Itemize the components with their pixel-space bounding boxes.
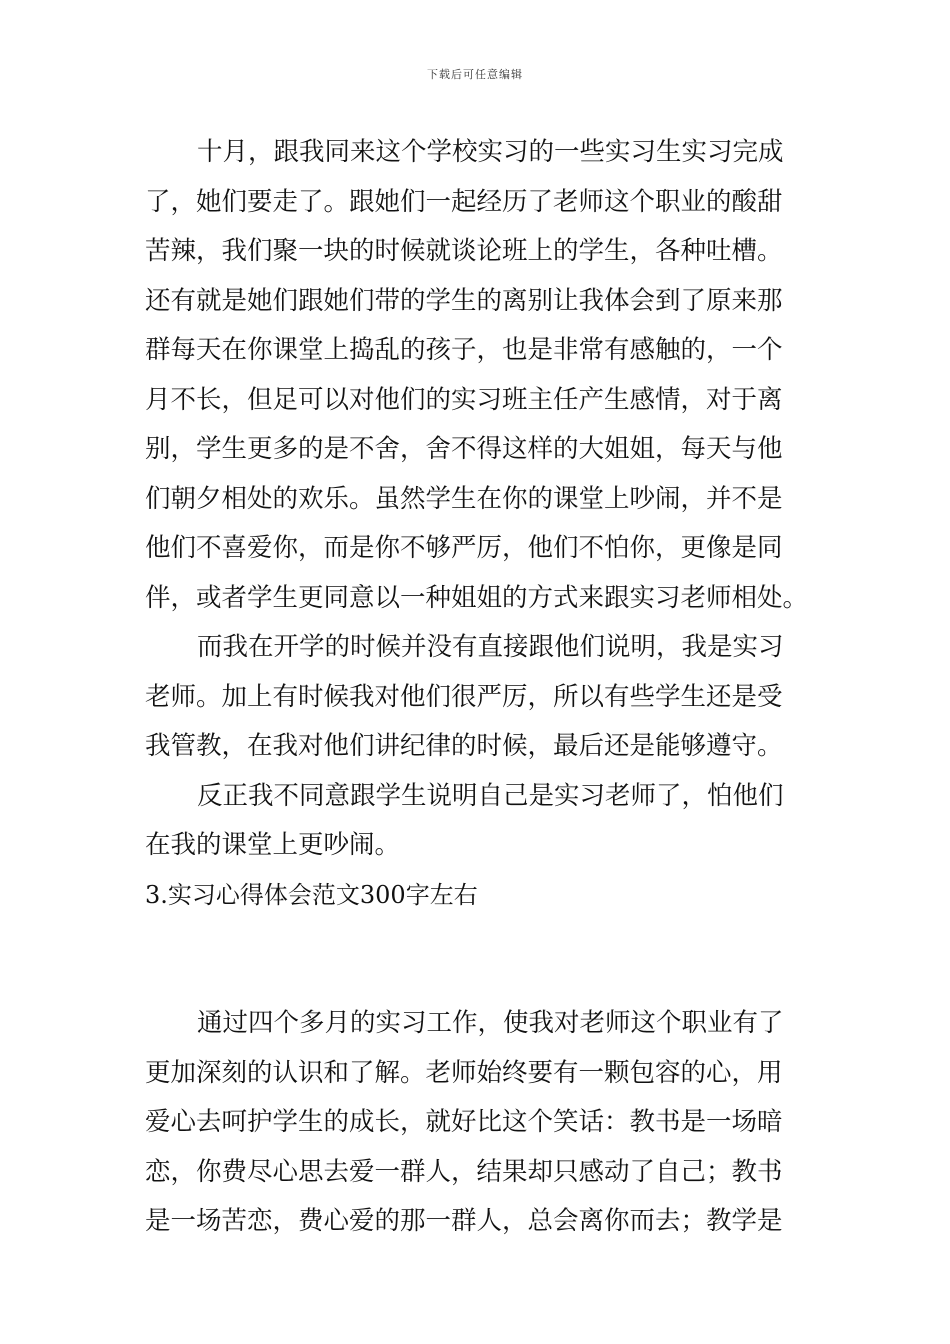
paragraph-line: 通过四个多月的实习工作，使我对老师这个职业有了: [197, 1008, 784, 1038]
paragraph-3: [145, 772, 810, 871]
section-heading: 3.实习心得体会范文300字左右: [145, 880, 478, 909]
paragraph-line: 还有就是她们跟她们带的学生的离别让我体会到了原来那: [145, 285, 783, 316]
paragraph-line: 十月，跟我同来这个学校实习的一些实习生实习完成: [197, 137, 784, 167]
page-header: 下载后可任意编辑: [427, 68, 523, 81]
paragraph-line: 他们不喜爱你，而是你不够严厉，他们不怕你，更像是同: [145, 533, 783, 563]
paragraph-line: 恋，你费尽心思去爱一群人，结果却只感动了自己；教书: [145, 1156, 783, 1187]
paragraph-line: 月不长，但足可以对他们的实习班主任产生感情，对于离: [145, 384, 783, 415]
paragraph-line: 群每天在你课堂上捣乱的孩子，也是非常有感触的，一个: [145, 335, 783, 365]
paragraph-line: 我管教，在我对他们讲纪律的时候，最后还是能够遵守。: [145, 731, 783, 761]
paragraph-line: 别，学生更多的是不舍，舍不得这样的大姐姐，每天与他: [145, 434, 783, 464]
paragraph-line: 更加深刻的认识和了解。老师始终要有一颗包容的心，用: [145, 1057, 783, 1088]
document-body: [145, 128, 810, 1247]
paragraph-line: 老师。加上有时候我对他们很严厉，所以有些学生还是受: [145, 681, 783, 712]
paragraph-1: [145, 128, 810, 623]
paragraph-line: 伴，或者学生更同意以一种姐姐的方式来跟实习老师相处。: [145, 582, 809, 613]
paragraph-line: 是一场苦恋，费心爱的那一群人，总会离你而去；教学是: [145, 1206, 783, 1236]
paragraph-line: 了，她们要走了。跟她们一起经历了老师这个职业的酸甜: [145, 186, 783, 217]
paragraph-line: 爱心去呵护学生的成长，就好比这个笑话：教书是一场暗: [145, 1107, 783, 1137]
paragraph-line: 反正我不同意跟学生说明自己是实习老师了，怕他们: [197, 780, 784, 811]
paragraph-2: [145, 623, 810, 772]
paragraph-line: 在我的课堂上更吵闹。: [145, 830, 401, 860]
paragraph-line: 苦辣，我们聚一块的时候就谈论班上的学生，各种吐槽。: [145, 236, 783, 266]
paragraph-line: 而我在开学的时候并没有直接跟他们说明，我是实习: [197, 632, 784, 662]
section-spacer: [145, 920, 810, 999]
section-paragraph: [145, 999, 810, 1247]
paragraph-line: 们朝夕相处的欢乐。虽然学生在你的课堂上吵闹，并不是: [145, 483, 783, 514]
